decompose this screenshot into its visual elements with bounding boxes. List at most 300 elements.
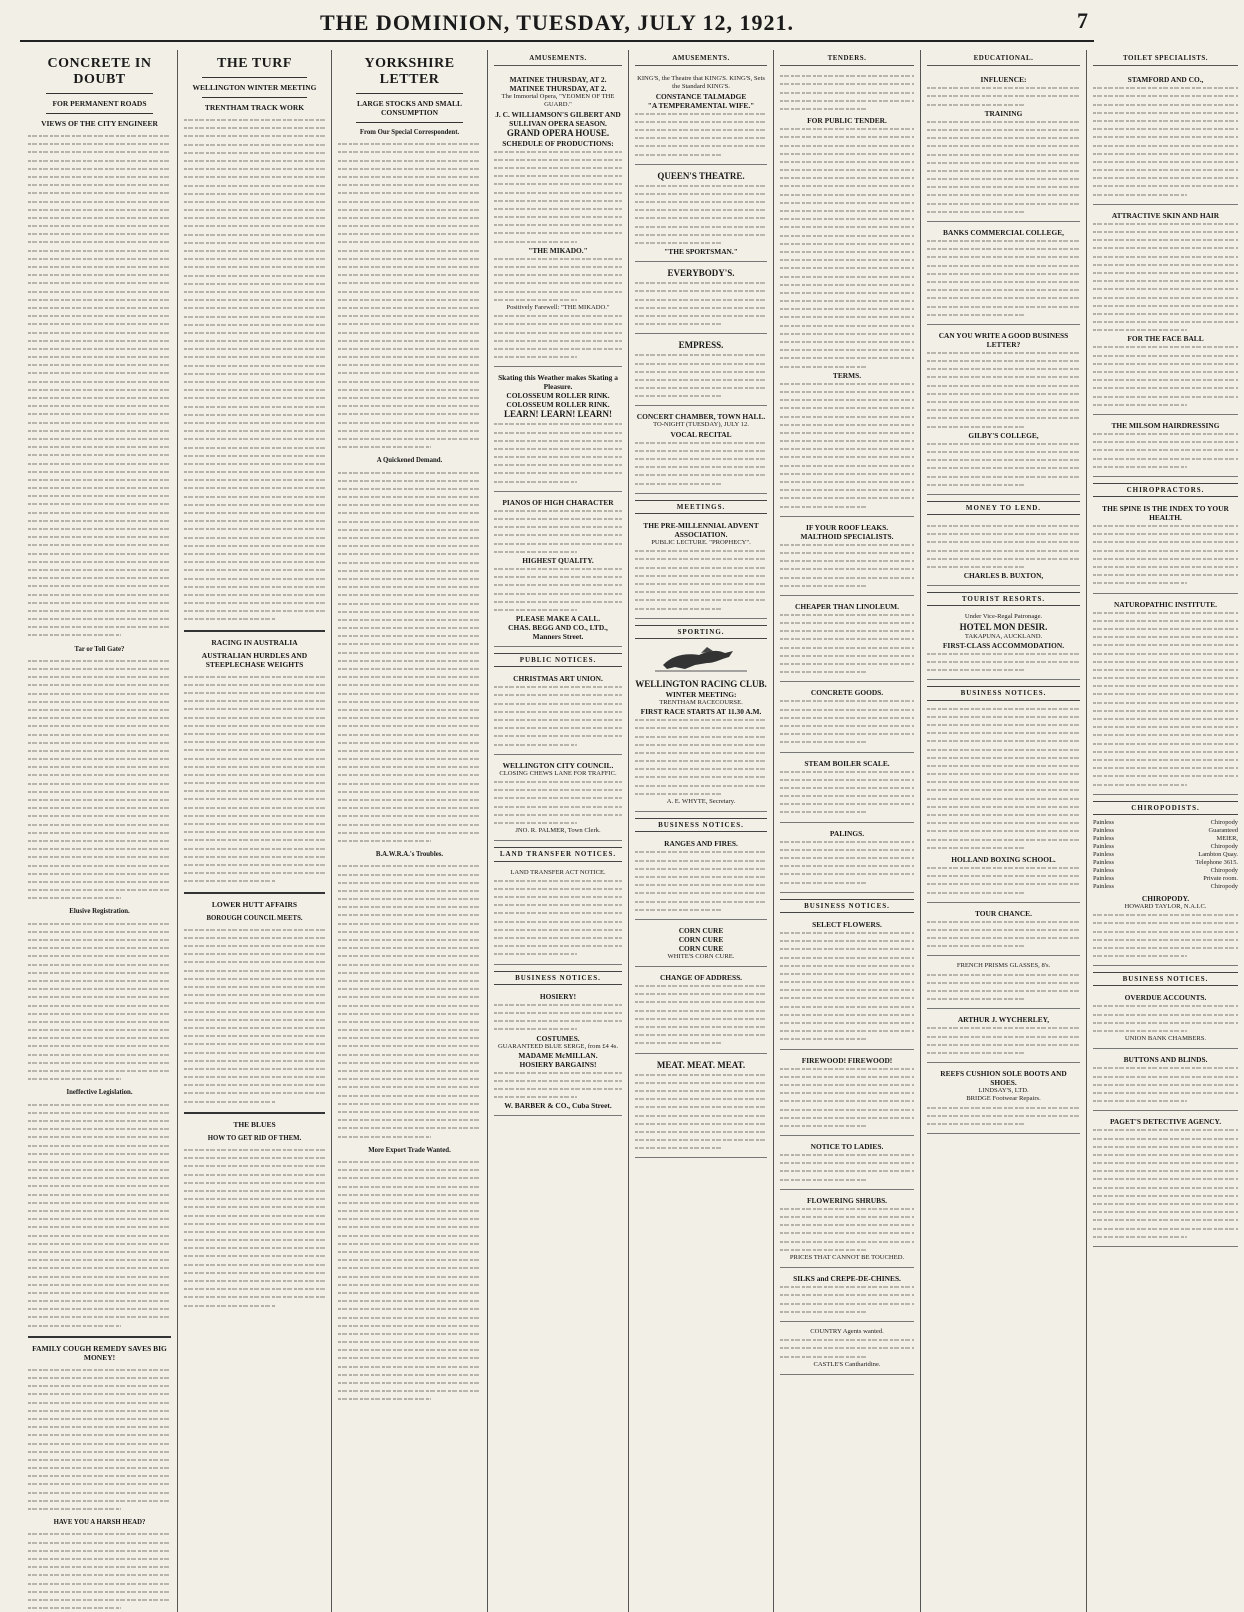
type-line (28, 1456, 171, 1464)
type-line (338, 559, 481, 567)
type-line (184, 1049, 325, 1057)
ad-line: RANGES AND FIRES. (664, 839, 738, 849)
ad-line: EMPRESS. (678, 340, 724, 351)
type-line (184, 967, 325, 975)
ad-wycherley (927, 1012, 1080, 1063)
type-line (28, 1034, 171, 1042)
type-line (780, 541, 914, 549)
type-line (338, 394, 481, 402)
type-line (927, 811, 1080, 819)
type-line (28, 1530, 171, 1538)
section-business-notices: BUSINESS NOTICES. (927, 686, 1080, 700)
type-line (780, 800, 914, 808)
type-line (184, 575, 325, 583)
ad-line: MADAME McMILLAN. (518, 1050, 598, 1060)
type-line (184, 198, 325, 206)
type-line (28, 1199, 171, 1207)
type-line (184, 534, 325, 542)
type-line (338, 952, 481, 960)
type-line (184, 1220, 325, 1228)
type-line (1093, 236, 1238, 244)
type-line (1093, 1081, 1238, 1089)
ad-body (1093, 430, 1238, 471)
ad-line: TRAINING (984, 108, 1023, 118)
type-line (635, 231, 767, 239)
type-line (28, 443, 171, 451)
type-line (1093, 1064, 1238, 1072)
type-line (927, 889, 1080, 897)
type-line (338, 657, 481, 665)
type-line (28, 157, 171, 165)
type-line (338, 1075, 481, 1083)
type-line (184, 722, 325, 730)
type-line (338, 247, 481, 255)
type-line (1093, 261, 1238, 269)
type-line (338, 985, 481, 993)
type-line (338, 1264, 481, 1272)
ad-reefs-boots (927, 1066, 1080, 1134)
article-body (338, 862, 481, 1140)
type-line (780, 503, 914, 511)
type-line (780, 215, 914, 223)
type-line (28, 214, 171, 222)
type-line (338, 1363, 481, 1371)
type-line (338, 1248, 481, 1256)
type-line (1093, 731, 1238, 739)
type-line (28, 140, 171, 148)
ad-body (494, 1069, 622, 1102)
type-line (338, 288, 481, 296)
chiro-list-item: Guaranteed (1208, 826, 1238, 834)
chiro-list-item: Painless (1093, 882, 1114, 890)
type-line (338, 665, 481, 673)
column-4 (488, 50, 629, 1612)
type-line (338, 1059, 481, 1067)
type-line (338, 640, 481, 648)
page-number: 7 (1077, 8, 1088, 33)
type-line (780, 1081, 914, 1089)
type-line (635, 480, 767, 488)
column-header-educational: EDUCATIONAL. (927, 50, 1080, 66)
type-line (927, 705, 1080, 713)
type-line (28, 353, 171, 361)
type-line (184, 845, 325, 853)
type-line (28, 500, 171, 508)
type-line (927, 538, 1080, 546)
type-line (184, 1293, 325, 1301)
type-line (927, 1024, 1080, 1032)
ad-milsom (1093, 418, 1238, 477)
type-line (338, 1273, 481, 1281)
type-line (927, 126, 1080, 134)
section-business-notices: BUSINESS NOTICES. (1093, 972, 1238, 986)
ad-line: COSTUMES. (536, 1033, 580, 1043)
type-line (28, 722, 171, 730)
type-line (28, 1580, 171, 1588)
ad-body (494, 507, 622, 556)
type-line (780, 706, 914, 714)
type-line (494, 156, 622, 164)
type-line (635, 716, 767, 724)
type-line (1093, 384, 1238, 392)
type-line (1093, 748, 1238, 756)
ad-concrete-goods (780, 685, 914, 752)
type-line (927, 987, 1080, 995)
type-line (184, 542, 325, 550)
type-line (494, 811, 622, 819)
ad-line: The Immortal Opera, "YEOMEN OF THE GUARD." (501, 93, 615, 109)
ad-line: TAKAPUNA, AUCKLAND. (964, 632, 1043, 640)
type-line (494, 598, 622, 606)
type-line (780, 722, 914, 730)
type-line (184, 255, 325, 263)
type-line (28, 165, 171, 173)
type-line (184, 419, 325, 427)
type-line (1093, 530, 1238, 538)
ad-country-agents (780, 1325, 914, 1375)
type-line (28, 1489, 171, 1497)
ad-line: GUARANTEED BLUE SERGE, from £4 4s. (498, 1042, 618, 1050)
type-line (494, 189, 622, 197)
type-line (780, 565, 914, 573)
type-line (184, 746, 325, 754)
type-line (635, 287, 767, 295)
type-line (28, 312, 171, 320)
type-line (28, 1305, 171, 1313)
type-line (28, 1166, 171, 1174)
ad-body (1093, 220, 1238, 335)
type-line (635, 1136, 767, 1144)
type-line (635, 898, 767, 906)
type-line (184, 1252, 325, 1260)
ad-line: Positively Farewell: "THE MIKADO." (506, 303, 610, 311)
type-line (28, 755, 171, 763)
type-line (28, 1497, 171, 1505)
ad-line: WHITE'S CORN CURE. (667, 952, 735, 960)
type-line (780, 421, 914, 429)
type-line (184, 386, 325, 394)
type-line (780, 89, 914, 97)
type-line (780, 776, 914, 784)
type-line (338, 1174, 481, 1182)
column-5 (629, 50, 774, 1612)
subhead-roads: FOR PERMANENT ROADS (52, 99, 147, 108)
type-line (28, 1026, 171, 1034)
type-line (338, 698, 481, 706)
type-line (338, 181, 481, 189)
type-line (635, 471, 767, 479)
type-line (780, 1353, 914, 1361)
type-line (184, 1024, 325, 1032)
type-line (780, 453, 914, 461)
type-line (28, 1464, 171, 1472)
type-line (184, 517, 325, 525)
column-1 (22, 50, 178, 1612)
type-line (28, 247, 171, 255)
type-line (1093, 302, 1238, 310)
ad-boxing-school (927, 852, 1080, 903)
type-line (1093, 1167, 1238, 1175)
type-line (635, 881, 767, 889)
type-line (780, 281, 914, 289)
type-line (927, 729, 1080, 737)
type-line (184, 313, 325, 321)
type-line (780, 574, 914, 582)
type-line (28, 1382, 171, 1390)
type-line (184, 934, 325, 942)
ad-line: LAND TRANSFER ACT NOTICE. (510, 868, 606, 876)
ad-body (1093, 343, 1238, 409)
type-line (927, 311, 1080, 319)
type-line (338, 591, 481, 599)
type-line (780, 808, 914, 816)
type-line (1093, 109, 1238, 117)
type-line (1093, 617, 1238, 625)
type-line (184, 738, 325, 746)
ad-body (780, 697, 914, 746)
type-line (927, 934, 1080, 942)
type-line (184, 705, 325, 713)
type-line (338, 1183, 481, 1191)
type-line (1093, 650, 1238, 658)
type-line (780, 363, 914, 371)
type-line (28, 198, 171, 206)
type-line (635, 782, 767, 790)
type-line (338, 739, 481, 747)
type-line (338, 804, 481, 812)
type-line (780, 346, 914, 354)
type-line (1093, 571, 1238, 579)
type-line (184, 427, 325, 435)
type-line (338, 887, 481, 895)
type-line (494, 691, 622, 699)
ad-line: PRICES THAT CANNOT BE TOUCHED. (789, 1253, 905, 1261)
type-line (338, 829, 481, 837)
type-line (28, 812, 171, 820)
type-line (635, 757, 767, 765)
type-line (28, 1273, 171, 1281)
type-line (338, 493, 481, 501)
chiro-list-item: Painless (1093, 858, 1114, 866)
type-line (927, 101, 1080, 109)
type-line (635, 765, 767, 773)
type-line (338, 386, 481, 394)
type-line (1093, 158, 1238, 166)
article-body (28, 657, 171, 903)
column-header-amusements: AMUSEMENTS. (494, 50, 622, 66)
type-line (28, 525, 171, 533)
ad-body (927, 650, 1080, 675)
type-line (338, 1354, 481, 1362)
ad-line: CHARLES B. BUXTON, (963, 571, 1044, 581)
type-line (780, 1097, 914, 1105)
type-line (927, 650, 1080, 658)
type-line (635, 312, 767, 320)
ad-body (927, 84, 1080, 109)
type-line (780, 862, 914, 870)
type-line (927, 942, 1080, 950)
divider (46, 93, 153, 94)
ad-face-ball (1093, 208, 1238, 415)
type-line (780, 297, 914, 305)
ad-line: "A TEMPERAMENTAL WIFE." (647, 100, 755, 110)
type-line (338, 961, 481, 969)
ad-body (927, 118, 1080, 216)
type-line (927, 721, 1080, 729)
type-line (635, 773, 767, 781)
type-line (780, 1167, 914, 1175)
type-line (927, 92, 1080, 100)
type-line (780, 223, 914, 231)
type-line (927, 786, 1080, 794)
type-line (635, 1015, 767, 1023)
type-line (184, 206, 325, 214)
type-line (927, 303, 1080, 311)
type-line (635, 1079, 767, 1087)
type-line (338, 871, 481, 879)
section-public-notices: PUBLIC NOTICES. (494, 653, 622, 667)
type-line (338, 977, 481, 985)
section-sporting: SPORTING. (635, 625, 767, 639)
ad-line: CLOSING CHEWS LANE FOR TRAFFIC. (499, 769, 617, 777)
type-line (184, 550, 325, 558)
type-line (494, 229, 622, 237)
type-line (28, 206, 171, 214)
type-line (635, 214, 767, 222)
type-line (1093, 220, 1238, 228)
type-line (780, 142, 914, 150)
type-line (28, 263, 171, 271)
notice-land-transfer (494, 866, 622, 965)
subhead-engineer: VIEWS OF THE CITY ENGINEER (41, 119, 158, 128)
type-line (927, 365, 1080, 373)
type-line (338, 402, 481, 410)
chiro-list-item: Chiropody (1210, 842, 1238, 850)
type-line (635, 368, 767, 376)
type-line (338, 1042, 481, 1050)
type-line (780, 248, 914, 256)
type-line (28, 410, 171, 418)
type-line (338, 312, 481, 320)
type-line (927, 880, 1080, 888)
ad-body (927, 1024, 1080, 1057)
ad-body (927, 522, 1080, 571)
masthead-rule (20, 40, 1094, 42)
ad-body (927, 349, 1080, 431)
type-line (28, 1142, 171, 1150)
ad-line: HOTEL MON DESIR. (959, 621, 1048, 632)
type-line (28, 279, 171, 287)
type-line (1093, 401, 1238, 409)
ad-body (635, 351, 767, 400)
type-line (1093, 455, 1238, 463)
type-line (28, 435, 171, 443)
type-line (184, 1228, 325, 1236)
type-line (338, 1166, 481, 1174)
advert-body (184, 1146, 325, 1310)
type-line (338, 624, 481, 632)
type-line (927, 1112, 1080, 1120)
type-line (1093, 699, 1238, 707)
type-line (28, 304, 171, 312)
type-line (184, 1179, 325, 1187)
type-line (927, 979, 1080, 987)
type-line (184, 1195, 325, 1203)
type-line (28, 1223, 171, 1231)
type-line (780, 652, 914, 660)
type-line (1093, 919, 1238, 927)
type-line (338, 600, 481, 608)
ad-body (635, 110, 767, 159)
type-line (184, 452, 325, 460)
type-line (494, 700, 622, 708)
type-line (1093, 142, 1238, 150)
type-line (1093, 352, 1238, 360)
type-line (184, 583, 325, 591)
type-line (927, 373, 1080, 381)
type-line (780, 330, 914, 338)
ad-firewood (780, 1053, 914, 1137)
type-line (184, 362, 325, 370)
type-line (780, 619, 914, 627)
type-line (338, 575, 481, 583)
type-line (338, 214, 481, 222)
type-line (927, 84, 1080, 92)
ad-stamford (1093, 72, 1238, 205)
type-line (1093, 133, 1238, 141)
type-line (780, 97, 914, 105)
type-line (28, 517, 171, 525)
type-line (635, 724, 767, 732)
ad-line: FRENCH PRISMS GLASSES, 8's. (956, 962, 1051, 970)
ad-line: Under Vice-Regal Patronage. (964, 613, 1043, 621)
ad-line: BRIDGE Footwear Repairs. (966, 1095, 1041, 1103)
type-line (1093, 522, 1238, 530)
type-line (184, 124, 325, 132)
article-body (28, 132, 171, 640)
type-line (184, 484, 325, 492)
type-line (927, 1049, 1080, 1057)
ad-hotel-mon-desir (927, 610, 1080, 680)
ad-begg-pianos (494, 495, 622, 647)
type-line (494, 523, 622, 531)
type-line (494, 172, 622, 180)
chiro-list-item: Telephone 3615. (1195, 858, 1238, 866)
type-line (494, 420, 622, 428)
type-line (28, 936, 171, 944)
type-line (927, 253, 1080, 261)
ad-line: THE SPINE IS THE INDEX TO YOUR HEALTH. (1102, 504, 1229, 523)
type-line (927, 398, 1080, 406)
chiro-list-item: Private room. (1203, 874, 1238, 882)
type-line (338, 198, 481, 206)
section-toll-gate: Tar or Toll Gate? (74, 645, 125, 653)
ad-line: CASTLE'S Cantharidine. (813, 1360, 881, 1368)
type-line (1093, 1184, 1238, 1192)
type-line (494, 255, 622, 263)
type-line (338, 862, 481, 870)
type-line (494, 205, 622, 213)
type-line (28, 739, 171, 747)
type-line (28, 189, 171, 197)
type-line (927, 278, 1080, 286)
type-line (28, 1182, 171, 1190)
type-line (780, 1238, 914, 1246)
type-line (494, 1069, 622, 1077)
divider (46, 113, 153, 114)
type-line (635, 351, 767, 359)
ad-meat (635, 1057, 767, 1159)
